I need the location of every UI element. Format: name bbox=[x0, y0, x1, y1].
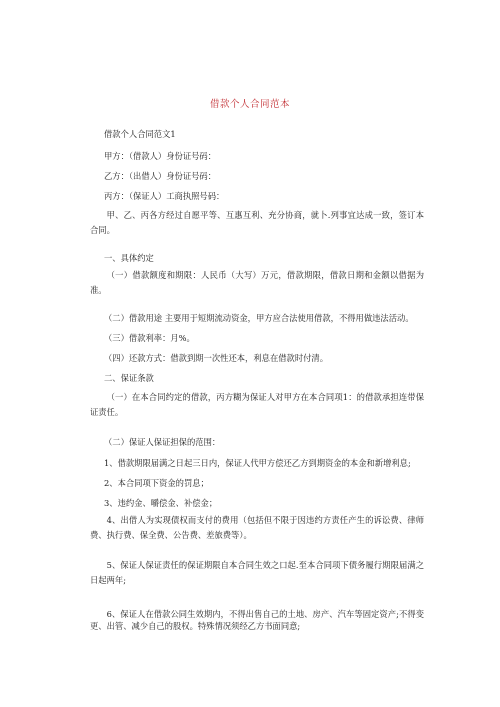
section1-item3: （三）借款利率：月%。 bbox=[104, 333, 195, 343]
party-b-line: 乙方：（出借人）身份证号码： bbox=[104, 171, 217, 181]
guarantee-list-item-3: 3、违约金、嚼偿金、补偿金； bbox=[104, 498, 218, 508]
section1-item2: （二）借款用途 主要用于短期流动资金，甲方应合法使用借款，不得用做违法活动。 bbox=[104, 313, 414, 323]
document-title: 借款个人合同范本 bbox=[209, 99, 290, 110]
section1-heading: 一、具体约定 bbox=[104, 253, 154, 263]
party-c-line: 丙方：（保证人）工商执照号码： bbox=[104, 191, 225, 201]
section2-heading: 二、保证条款 bbox=[104, 373, 154, 383]
section1-item4: （四）还款方式：借款到期一次性还本，利息在借款时付清。 bbox=[104, 353, 329, 363]
section2-item2: （二）保证人保证担保的范围： bbox=[104, 437, 221, 447]
guarantee-list-item-6: 6、保证人在借款公同生效期内，不得出售自己的土地、房产、汽车等固定资产;不得变更、出管、减少自己的股权。特殊情况须经乙方书面同意; bbox=[90, 609, 424, 631]
guarantee-list-item-1: 1、借款期限届满之日起三日内，保证人代甲方偿还乙方到期资金的本金和新增利息; bbox=[104, 458, 411, 468]
section1-item1: （一）借款额度和期限：人民币（大写）万元，借款期限，借款日期和金额以借据为准。 bbox=[90, 270, 424, 295]
example-heading: 借款个人合同范文1 bbox=[104, 129, 176, 139]
guarantee-list-item-2: 2、本合同项下资金的罚息； bbox=[104, 478, 209, 488]
section2-item1: （一）在本合同约定的借款，丙方糊为保证人对甲方在本合同项1：的借款承担连带保证责任。 bbox=[90, 392, 424, 417]
guarantee-list-item-4: 4、出借人为实现债权而支付的费用（包括但不限于因违约方责任产生的诉讼费、律师费、执行费、保全费、公告费、差旅费等）。 bbox=[90, 515, 424, 540]
intro-paragraph: 甲、乙、丙各方经过自愿平等、互惠互利、充分协商，就卜.列事宜达成一致，签订本合同。 bbox=[90, 210, 424, 235]
guarantee-list-item-5: 5、保证人保证责任的保证期限自本合同生效之口起.至本合同项下债务履行期限届满之日起两年; bbox=[90, 560, 424, 585]
party-a-line: 甲方：（借款人）身份证号码： bbox=[104, 151, 217, 161]
